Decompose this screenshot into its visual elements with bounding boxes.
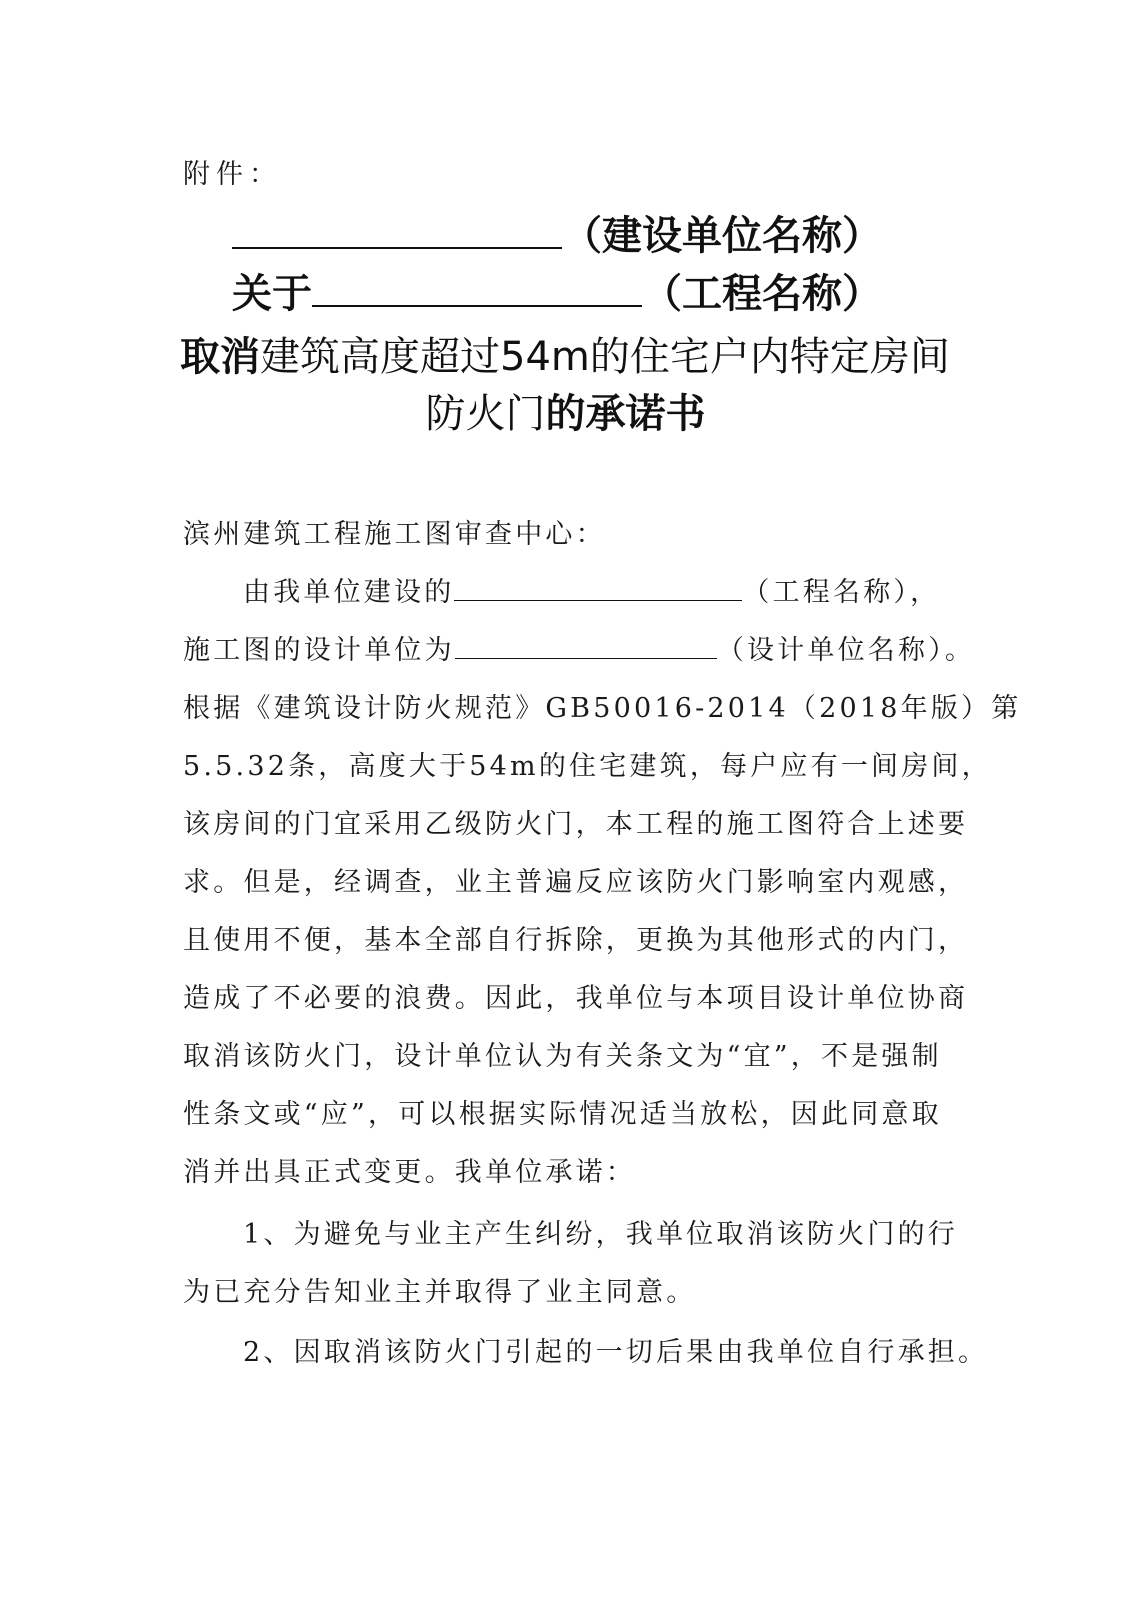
project-name-fill[interactable] [454,599,742,601]
paragraph-line-7: 且使用不便，基本全部自行拆除，更换为其他形式的内门， [183,925,969,956]
paragraph-line-1-suffix: （工程名称）， [742,577,941,608]
title-line-3-rest: 建筑高度超过54m的住宅户内特定房间 [260,334,950,380]
commitment-1-line-1: 1、为避免与业主产生纠纷，我单位取消该防火门的行 [243,1219,958,1250]
construction-unit-blank[interactable] [232,246,562,249]
attachment-label: 附件： [183,159,282,190]
paragraph-line-4: 5.5.32条，高度大于54m的住宅建筑，每户应有一间房间， [183,751,992,782]
paragraph-line-10: 性条文或“应”，可以根据实际情况适当放松，因此同意取 [183,1099,942,1130]
paragraph-line-1 [243,570,940,609]
design-unit-fill[interactable] [455,657,717,659]
paragraph-line-2 [183,628,975,667]
title-line-3-bold: 取消 [180,334,260,380]
title-line-3 [180,325,950,382]
paragraph-line-1-prefix: 由我单位建设的 [243,577,455,608]
paragraph-line-9: 取消该防火门，设计单位认为有关条文为“宜”，不是强制 [183,1041,942,1072]
title-line-4-bold: 的承诺书 [545,391,706,437]
title-line-2-prefix: 关于 [232,271,312,317]
paragraph-line-11: 消并出具正式变更。我单位承诺： [183,1157,636,1188]
commitment-2: 2、因取消该防火门引起的一切后果由我单位自行承担。 [243,1337,989,1368]
title-line-2-suffix: （工程名称） [642,271,882,317]
paragraph-line-3: 根据《建筑设计防火规范》GB50016-2014（2018年版）第 [183,693,1022,724]
title-line-4 [0,382,1131,439]
paragraph-line-6: 求。但是，经调查，业主普遍反应该防火门影响室内观感， [183,867,969,898]
title-line-4-light: 防火门 [425,391,546,437]
paragraph-line-8: 造成了不必要的浪费。因此，我单位与本项目设计单位协商 [183,983,969,1014]
paragraph-line-2-suffix: （设计单位名称）。 [716,635,976,666]
paragraph-line-2-prefix: 施工图的设计单位为 [183,635,455,666]
title-line-2 [232,262,882,319]
paragraph-line-5: 该房间的门宜采用乙级防火门，本工程的施工图符合上述要 [183,809,969,840]
commitment-1-line-2: 为已充分告知业主并取得了业主同意。 [183,1277,697,1308]
addressee: 滨州建筑工程施工图审查中心： [183,519,606,550]
title-line-1 [232,204,882,261]
title-line-1-suffix: （建设单位名称） [562,213,882,259]
project-name-blank[interactable] [312,304,642,307]
